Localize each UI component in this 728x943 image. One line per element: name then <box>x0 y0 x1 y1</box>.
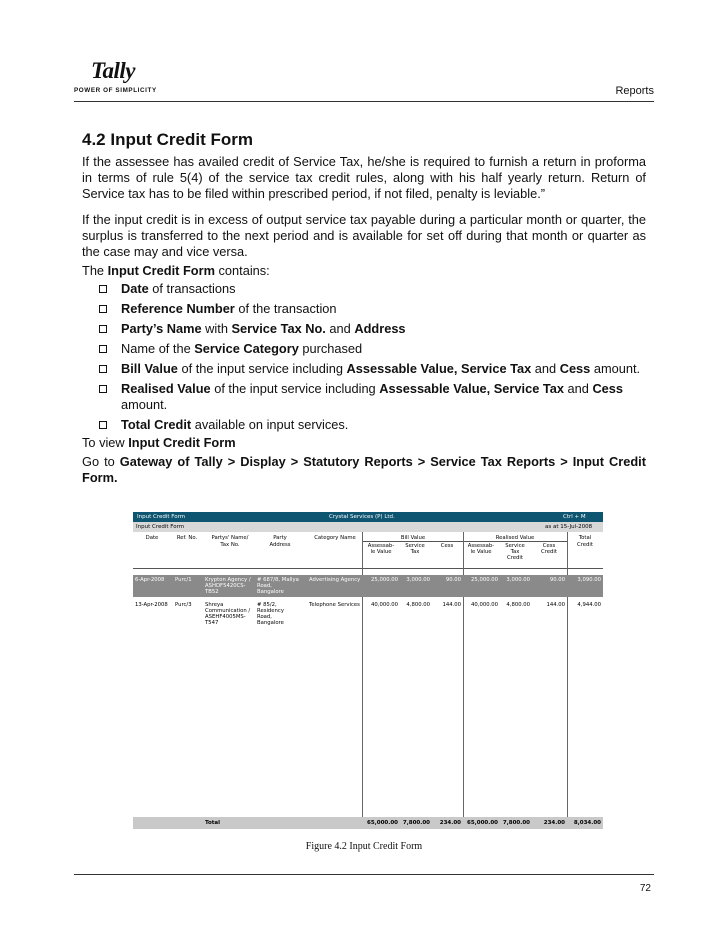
col-header-total: Total <box>578 535 592 541</box>
col-header-rcess-2: Credit <box>541 549 557 555</box>
header-rule <box>74 101 654 102</box>
shortcut-label: Ctrl + M <box>563 513 586 520</box>
tally-logo <box>74 58 164 98</box>
total-assess: 65,000.00 <box>367 820 398 826</box>
col-header-rstax-2: Tax <box>510 549 520 555</box>
cell-date: 6-Apr-2008 <box>135 577 165 583</box>
paragraph-2: If the input credit is in excess of output service tax payable during a particular month or quarter, the surplus is transferred to the next period and is available for set off during that month or quarter as the case may and vice versa. <box>82 212 646 259</box>
col-header-address-2: Address <box>269 542 291 548</box>
cell-party-4: T547 <box>205 620 219 626</box>
totals-row <box>133 817 603 829</box>
col-header-cess: Cess <box>440 543 454 549</box>
cell-party-2: ASHDF5420CS- <box>205 583 246 589</box>
report-period: as at 15-Jul-2008 <box>545 524 593 530</box>
logo-tagline: POWER OF SIMPLICITY <box>74 87 157 94</box>
col-header-address: Party <box>273 535 287 541</box>
cell-cess: 90.00 <box>445 577 461 583</box>
col-header-stax: Service <box>405 543 425 549</box>
input-credit-form-screenshot <box>133 512 603 829</box>
window-titlebar <box>133 512 603 522</box>
list-item: Reference Number of the transaction <box>82 301 646 317</box>
cell-rcess: 90.00 <box>549 577 565 583</box>
cell-rstax: 4,800.00 <box>506 602 530 608</box>
report-subheader <box>133 522 603 532</box>
figure-caption: Figure 4.2 Input Credit Form <box>305 841 423 852</box>
col-header-assess: Assessab- <box>367 543 395 549</box>
total-rassess: 65,000.00 <box>467 820 498 826</box>
bullet-box-icon <box>99 385 107 393</box>
cell-ref: Purc/3 <box>175 602 192 608</box>
company-name: Crystal Services (P) Ltd. <box>329 513 395 520</box>
table-row[interactable] <box>133 600 603 628</box>
total-credit: 8,034.00 <box>573 820 601 826</box>
total-rcess: 234.00 <box>543 820 565 826</box>
cell-party-3: ASEHF4005MS- <box>205 614 246 620</box>
cell-stax: 3,000.00 <box>406 577 430 583</box>
cell-assess: 25,000.00 <box>371 577 398 583</box>
col-header-assess-2: le Value <box>370 549 392 555</box>
cell-cess: 144.00 <box>442 602 461 608</box>
section-heading: 4.2 Input Credit Form <box>82 130 253 149</box>
col-header-date: Date <box>145 535 159 541</box>
col-header-rassess: Assessab- <box>467 543 495 549</box>
list-item: Name of the Service Category purchased <box>82 341 646 357</box>
total-rstax: 7,800.00 <box>502 820 530 826</box>
bullet-box-icon <box>99 305 107 313</box>
section-name: Reports <box>615 85 654 97</box>
cell-party-2: Communication / <box>205 608 251 614</box>
cell-rassess: 40,000.00 <box>471 602 498 608</box>
cell-total: 4,944.00 <box>577 602 601 608</box>
total-cess: 234.00 <box>439 820 461 826</box>
bullet-box-icon <box>99 285 107 293</box>
cell-address-2: Road, <box>257 583 272 589</box>
cell-address: # 85/2, <box>257 602 277 608</box>
main-content <box>82 129 646 486</box>
col-header-rcess: Cess <box>542 543 556 549</box>
table-row[interactable] <box>133 575 603 597</box>
bullet-box-icon <box>99 325 107 333</box>
col-header-stax-2: Tax <box>410 549 420 555</box>
col-header-total-2: Credit <box>577 542 593 548</box>
col-header-realised-value: Realised Value <box>495 535 535 541</box>
list-item: Date of transactions <box>82 281 646 297</box>
list-item: Party’s Name with Service Tax No. and Address <box>82 321 646 337</box>
list-item: Total Credit available on input services. <box>82 417 646 433</box>
cell-total: 3,090.00 <box>577 577 601 583</box>
navigation-path: Go to Gateway of Tally > Display > Statutory Reports > Service Tax Reports > Input Credit Form. <box>82 454 646 485</box>
report-name: Input Credit Form <box>136 524 185 530</box>
page-number: 72 <box>639 883 651 894</box>
total-stax: 7,800.00 <box>402 820 430 826</box>
header-bottom-rule <box>133 568 603 569</box>
cell-category: Advertising Agency <box>309 577 361 583</box>
col-header-rassess-2: le Value <box>470 549 492 555</box>
col-header-ref: Ref. No. <box>176 535 198 541</box>
cell-rstax: 3,000.00 <box>506 577 530 583</box>
paragraph-1: If the assessee has availed credit of Service Tax, he/she is required to furnish a return in proforma in terms of rule 5(4) of the service tax credit rules, along with his half yearly return. Return of Service tax has to be filed within prescribed period, if not filed, penalty is leviable.” <box>82 154 646 201</box>
col-header-rstax: Service <box>505 543 525 549</box>
col-header-party: Partys' Name/ <box>211 535 249 541</box>
footer-rule <box>74 874 654 875</box>
cell-assess: 40,000.00 <box>371 602 398 608</box>
logo-wordmark: Tally <box>91 58 135 83</box>
cell-address-3: Bangalore <box>257 589 284 595</box>
cell-address-2: Residency <box>257 608 284 614</box>
bullet-box-icon <box>99 345 107 353</box>
col-header-rstax-3: Credit <box>507 555 523 561</box>
cell-rcess: 144.00 <box>546 602 565 608</box>
col-header-bill-value: Bill Value <box>400 535 426 541</box>
cell-party-3: TB52 <box>205 589 219 595</box>
contents-list <box>82 281 646 433</box>
totals-label: Total <box>205 820 221 826</box>
list-item: Bill Value of the input service including Assessable Value, Service Tax and Cess amount. <box>82 361 646 377</box>
cell-date: 13-Apr-2008 <box>135 602 168 608</box>
col-header-category: Category Name <box>314 535 356 541</box>
cell-party: Krypton Agency / <box>205 577 251 583</box>
window-title: Input Credit Form <box>137 513 186 520</box>
col-header-taxno: Tax No. <box>220 542 240 548</box>
bullet-box-icon <box>99 365 107 373</box>
cell-address-4: Bangalore <box>257 620 284 626</box>
cell-rassess: 25,000.00 <box>471 577 498 583</box>
cell-category: Telephone Services <box>309 602 360 608</box>
cell-party: Shreya <box>205 602 224 608</box>
cell-address-3: Road, <box>257 614 272 620</box>
to-view-line: To view Input Credit Form <box>82 435 236 450</box>
list-item: Realised Value of the input service including Assessable Value, Service Tax and Cess amount. <box>82 381 646 413</box>
cell-stax: 4,800.00 <box>406 602 430 608</box>
cell-ref: Purc/1 <box>175 577 192 583</box>
header-subrule <box>363 541 567 542</box>
cell-address: # 687/8, Mallya <box>257 577 299 583</box>
bullet-box-icon <box>99 421 107 429</box>
contains-line: The Input Credit Form contains: <box>82 263 270 278</box>
